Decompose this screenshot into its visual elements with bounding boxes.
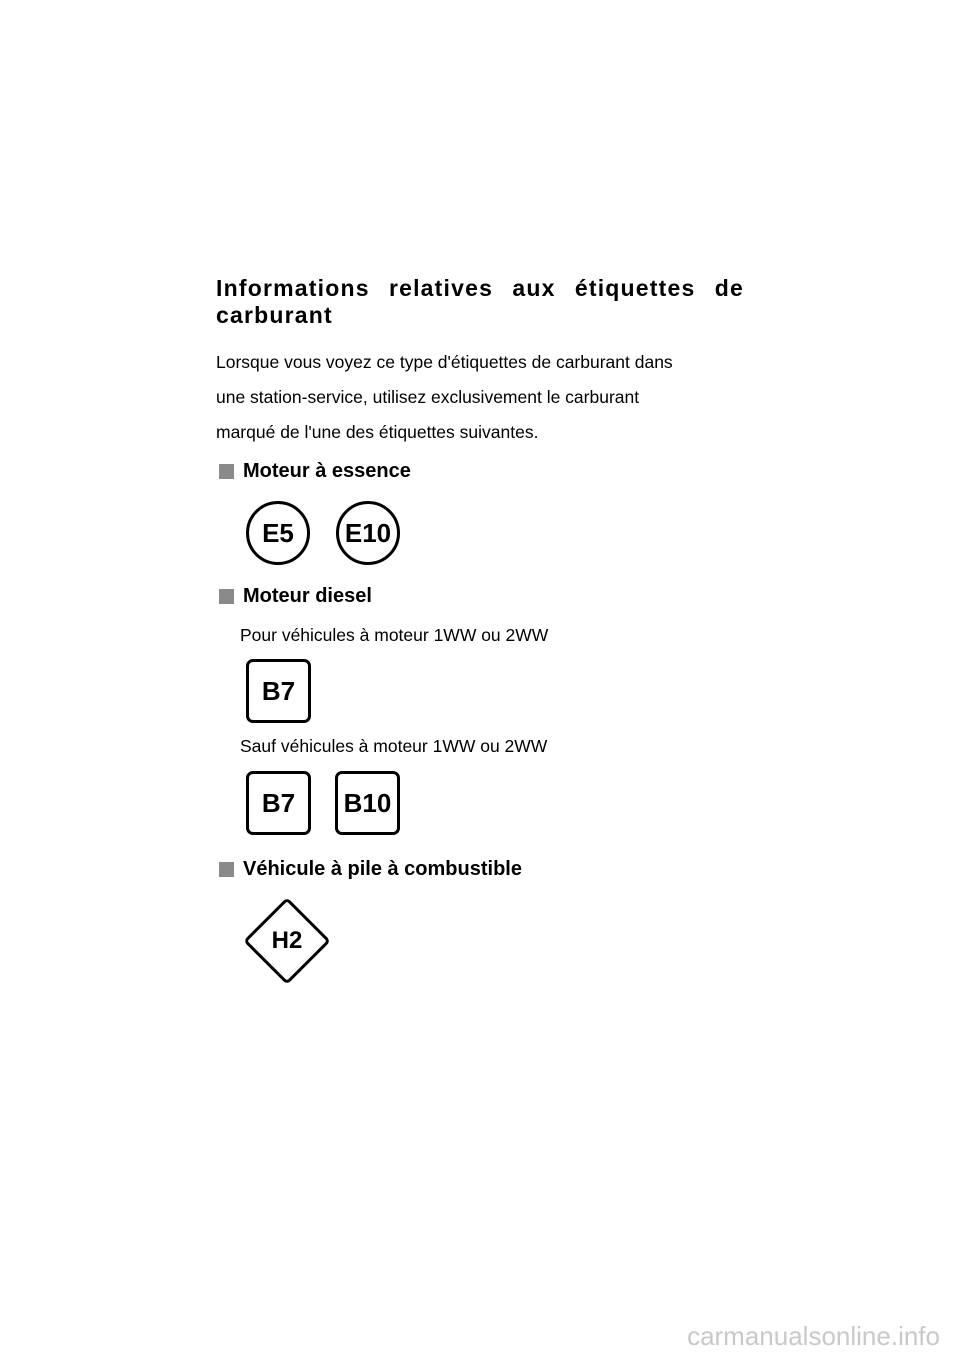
intro-line: une station-service, utilisez exclusivement le carburant — [216, 387, 640, 407]
square-bullet-icon — [219, 589, 234, 604]
section-heading-text: Véhicule à pile à combustible — [243, 858, 522, 880]
square-bullet-icon — [219, 862, 234, 877]
fuel-label-b7 — [246, 659, 311, 723]
section-heading-fuel-cell — [219, 857, 522, 881]
intro-paragraph — [216, 345, 756, 450]
fuel-label-text: B7 — [261, 787, 296, 818]
section-heading-gasoline — [219, 459, 411, 483]
intro-line: marqué de l'une des étiquettes suivantes. — [216, 422, 539, 442]
fuel-label-e10 — [336, 501, 400, 565]
fuel-label-text: B10 — [343, 787, 392, 818]
section-heading-diesel — [219, 584, 372, 608]
fuel-label-e5 — [246, 501, 310, 565]
fuel-label-text: B7 — [261, 675, 296, 706]
diesel-note-1ww-2ww: Pour véhicules à moteur 1WW ou 2WW — [240, 625, 549, 645]
fuel-label-text: E5 — [262, 517, 294, 548]
fuel-label-b10 — [335, 771, 400, 835]
section-heading-text: Moteur diesel — [243, 585, 372, 607]
page-title: Informations relatives aux étiquettes de carburant — [216, 275, 744, 328]
section-heading-text: Moteur à essence — [243, 460, 411, 482]
fuel-label-h2 — [242, 896, 332, 986]
fuel-label-text: E10 — [344, 517, 392, 548]
intro-line: Lorsque vous voyez ce type d'étiquettes de carburant dans — [216, 352, 673, 372]
diesel-note-except-1ww-2ww: Sauf véhicules à moteur 1WW ou 2WW — [240, 736, 548, 756]
watermark: carmanualsonline.info — [687, 1321, 940, 1351]
square-bullet-icon — [219, 464, 234, 479]
fuel-label-text: H2 — [271, 927, 303, 954]
fuel-label-b7 — [246, 771, 311, 835]
